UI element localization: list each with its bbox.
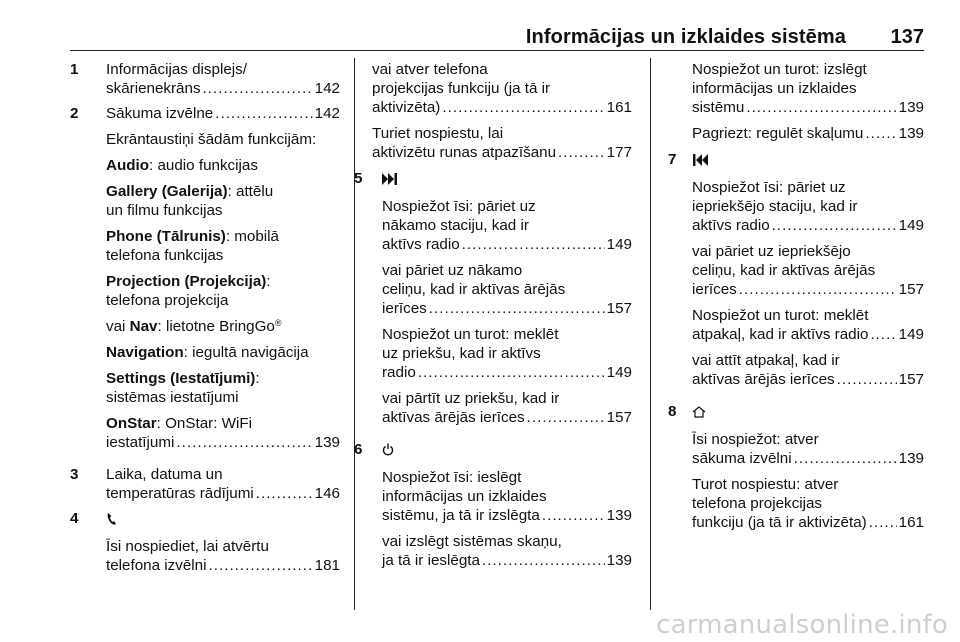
column-2 [354, 60, 632, 583]
page-ref: 139 [314, 434, 340, 451]
continued-entry: vai atver telefona projekcijas funkciju (ja tā ir aktivizēta) . . . 161 [372, 60, 632, 117]
page-ref: 149 [898, 326, 924, 343]
toc-entry: temperatūras rādījumi . . . 146 [106, 484, 340, 503]
phone-handset-icon [106, 509, 340, 529]
item-number: 3 [70, 466, 79, 483]
page-ref: 157 [898, 371, 924, 388]
settings-entry: Settings (Iestatījumi): sistēmas iestatījumi [106, 370, 260, 406]
continued-entry: Nospiežot un turot: izslēgt informācijas un izklaides sistēmu . . . 139 [692, 60, 924, 117]
nav-entry: vai Nav: lietotne BringGo® [106, 318, 282, 335]
page-ref: 157 [606, 300, 632, 317]
item-number: 4 [70, 510, 79, 527]
toc-entry: telefona izvēlni . . . 181 [106, 556, 340, 575]
page-title: Informācijas un izklaides sistēma [525, 26, 846, 48]
column-3 [668, 60, 924, 545]
item-number: 8 [668, 403, 677, 420]
toc-entry: Sākuma izvēlne . . . 142 [106, 104, 340, 123]
item-number: 5 [354, 170, 363, 187]
page-ref: 177 [606, 144, 632, 161]
intro-text: Ekrāntaustiņi šādām funkcijām: [106, 131, 317, 148]
list-item-3: 3 Laika, datuma un temperatūras rādījumi . . . 146 [70, 465, 340, 503]
gallery-entry: Gallery (Galerija): attēlu un filmu funkcijas [106, 183, 274, 219]
column-divider [650, 58, 651, 610]
continued-entry: Pagriezt: regulēt skaļumu . . . 139 [692, 124, 924, 143]
list-item-8: 8 Īsi nospiežot: atver sākuma izvēlni . . . 139 Turot nospiestu: atver telefona projekcijas funkciju (ja tā ir aktivizēta) . . . 161 [668, 402, 924, 539]
skip-next-icon [382, 169, 632, 189]
item-number: 1 [70, 61, 79, 78]
page-ref: 142 [314, 80, 340, 97]
toc-entry: skārienekrāns . . . 142 [106, 79, 340, 98]
page-ref: 161 [606, 99, 632, 116]
list-item-5: 5 Nospiežot īsi: pāriet uz nākamo staciju, kad ir aktīvs radio . . . 149 vai pāriet uz nākamo celiņu, kad ir aktīvas ārējās ierīces . . . 157 Nospiežot un turot: meklēt uz priekšu, kad ir aktīvs radio . . . 149 vai pārtīt uz priekšu, kad ir aktīvas ārējās ierīces . . . 157 [354, 169, 632, 434]
list-item-7: 7 Nospiežot īsi: pāriet uz iepriekšējo staciju, kad ir aktīvs radio . . . 149 vai pāriet uz iepriekšējo celiņu, kad ir aktīvas ārējās ierīces . . . 157 Nospiežot un turot: meklēt atpakaļ, kad ir aktīvs radio . . . 149 vai attīt atpakaļ, kad ir aktīvas ārējās ierīces . . . 157 [668, 150, 924, 396]
home-icon [692, 402, 924, 422]
item-text: Informācijas displejs/ [106, 61, 247, 78]
list-item-4: 4 Īsi nospiediet, lai atvērtu telefona izvēlni . . . 181 [70, 509, 340, 575]
item-number: 7 [668, 151, 677, 168]
page-ref: 146 [314, 485, 340, 502]
continued-entry: Turiet nospiestu, lai aktivizētu runas atpazīšanu . . . 177 [372, 124, 632, 162]
page-ref: 139 [898, 99, 924, 116]
skip-previous-icon [692, 150, 924, 170]
page-ref: 139 [606, 552, 632, 569]
item-number: 6 [354, 441, 363, 458]
page-header [70, 22, 924, 51]
list-item-6: 6 Nospiežot īsi: ieslēgt informācijas un izklaides sistēmu, ja tā ir izslēgta . . . 139 vai izslēgt sistēmas skaņu, ja tā ir ieslēgta . . . 139 [354, 440, 632, 577]
navigation-entry: Navigation: iegultā navigācija [106, 344, 309, 361]
page-ref: 139 [898, 450, 924, 467]
page-number: 137 [890, 26, 924, 48]
page-ref: 139 [606, 507, 632, 524]
column-1 [70, 60, 340, 581]
page-ref: 157 [898, 281, 924, 298]
projection-entry: Projection (Projekcija): telefona projekcija [106, 273, 271, 309]
audio-entry: Audio: audio funkcijas [106, 157, 258, 174]
page-ref: 157 [606, 409, 632, 426]
page-ref: 139 [898, 125, 924, 142]
page-ref: 149 [606, 364, 632, 381]
page-ref: 181 [314, 557, 340, 574]
power-icon [382, 440, 632, 460]
page-ref: 161 [898, 514, 924, 531]
phone-entry: Phone (Tālrunis): mobilā telefona funkcijas [106, 228, 280, 264]
list-item-1 [70, 60, 340, 98]
page-ref: 142 [314, 105, 340, 122]
page-ref: 149 [606, 236, 632, 253]
onstar-entry: OnStar: OnStar: WiFi iestatījumi . . . 139 [106, 414, 340, 452]
watermark: carmanualsonline.info [656, 610, 948, 640]
page-ref: 149 [898, 217, 924, 234]
item-number: 2 [70, 105, 79, 122]
list-item-2 [70, 104, 340, 459]
